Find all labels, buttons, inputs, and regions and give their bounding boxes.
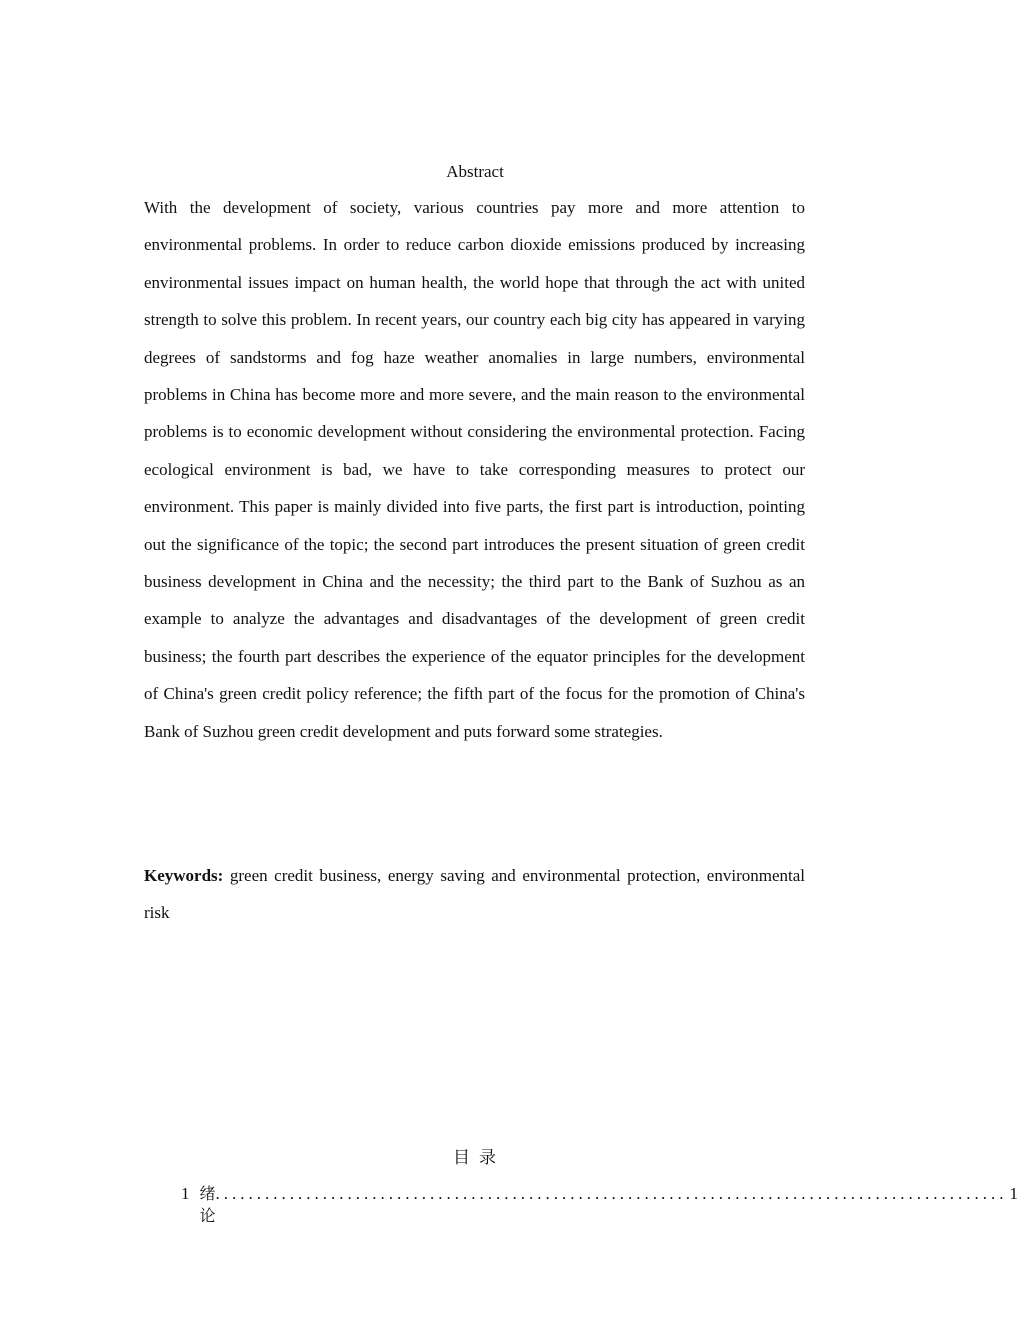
abstract-title: Abstract <box>446 162 504 181</box>
toc-leader-dots: ................................................................................................ <box>215 1184 1008 1203</box>
toc-entry-label: 绪论 <box>199 1184 216 1225</box>
toc-title: 目录 <box>453 1148 505 1168</box>
keywords-text: green credit business, energy saving and environmental protection, environmental risk <box>144 866 805 923</box>
keywords-paragraph <box>144 857 805 932</box>
keywords-label: Keywords: <box>144 866 224 885</box>
toc-entry-number: 1 <box>181 1184 190 1203</box>
toc-entry[interactable] <box>181 1183 1018 1227</box>
toc-entry-page: 1 <box>1009 1184 1018 1203</box>
abstract-body: With the development of society, various countries pay more and more attention to environmental problems. In order to reduce carbon dioxide emissions produced by increasing environmental issues impact on human health, the world hope that through the act with united strength to solve this problem. In recent years, our country each big city has appeared in varying degrees of sandstorms and fog haze weather anomalies in large numbers, environmental problems in China has become more and more severe, and the main reason to the environmental problems is to economic development without considering the environmental protection. Facing ecological environment is bad, we have to take corresponding measures to protect our environment. This paper is mainly divided into five parts, the first part is introduction, pointing out the significance of the topic; the second part introduces the present situation of green credit business development in China and the necessity; the third part to the Bank of Suzhou as an example to analyze the advantages and disadvantages of the development of green credit business; the fourth part describes the experience of the equator principles for the development of China's green credit policy reference; the fifth part of the focus for the promotion of China's Bank of Suzhou green credit development and puts forward some strategies. <box>144 198 805 741</box>
